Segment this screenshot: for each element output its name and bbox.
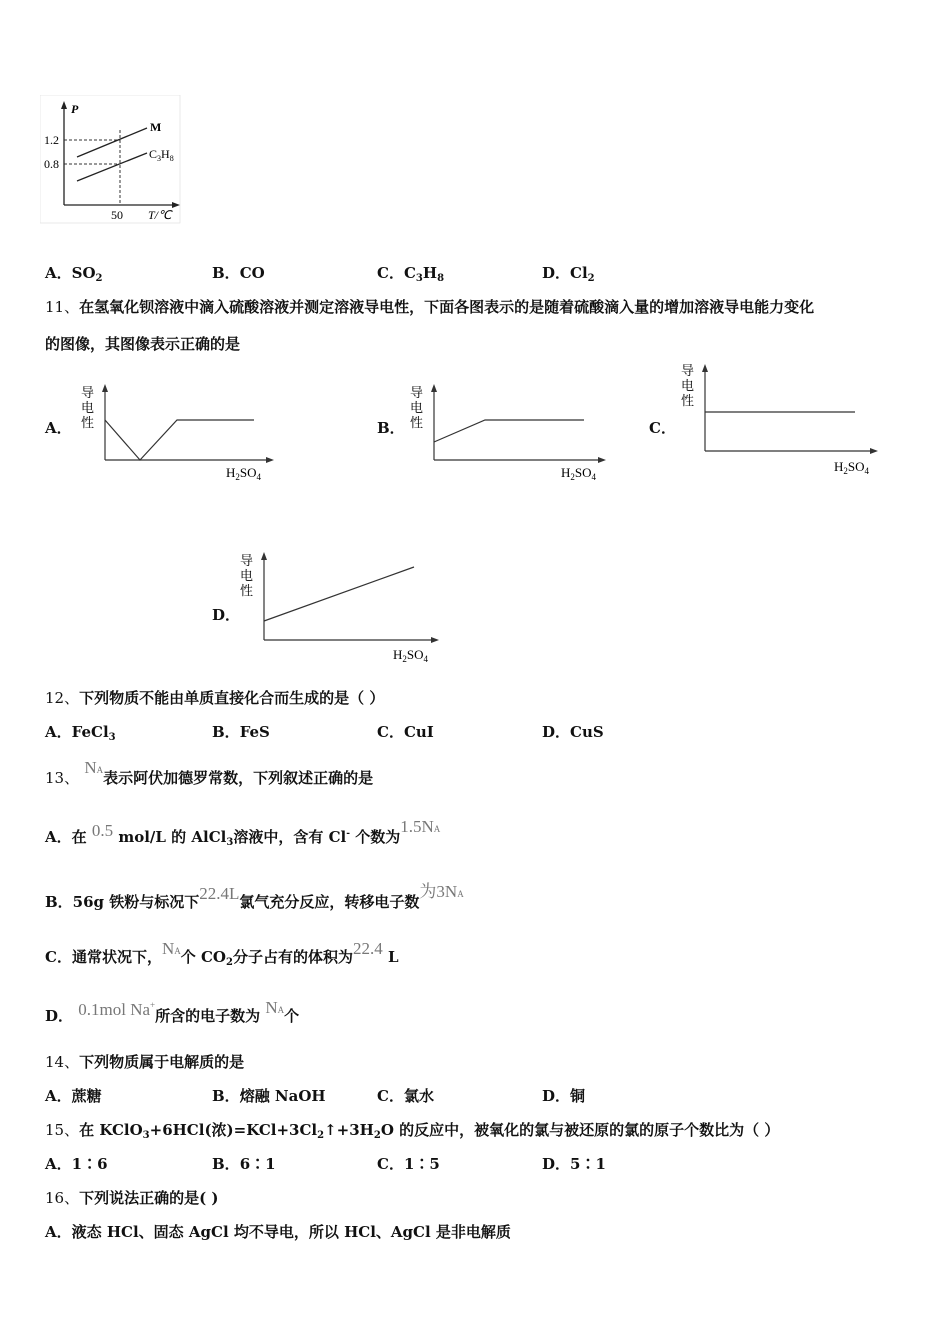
q12-option-a[interactable]: A．FeCl$_3$ [45, 723, 116, 743]
y-label-char-3: 性 [681, 393, 695, 408]
q13-option-b[interactable]: B．56g 铁粉与标况下22.4L氯气充分反应，转移电子数为3NA [45, 882, 464, 911]
q16-stem: 16、下列说法正确的是( ) [45, 1189, 219, 1207]
y-label-char-3: 性 [240, 583, 254, 598]
pressure-temperature-graph [40, 95, 190, 230]
q11-option-a[interactable]: A． [45, 419, 72, 437]
y-label-char-2: 电 [681, 378, 695, 393]
q10-option-a[interactable]: A．$SO_2$ [45, 264, 103, 284]
q10-option-c[interactable]: C．$C_3H_8$ [377, 264, 445, 284]
conductivity-graph-c [678, 358, 883, 483]
q13-option-a[interactable]: A．在 0.5 mol/L 的 AlCl$_3$溶液中，含有 Cl- 个数为1.5NA [45, 817, 441, 848]
q15-option-d[interactable]: D．5∶1 [542, 1155, 606, 1173]
y-label-char-1: 导 [240, 553, 254, 568]
q15-option-c[interactable]: C．1∶5 [377, 1155, 440, 1173]
y-axis-label: P [71, 102, 79, 116]
q10-option-b[interactable]: B．CO [212, 264, 265, 282]
x-label-h2so4: $H_2SO_4$ [226, 465, 262, 482]
q12-option-c[interactable]: C．CuI [377, 723, 434, 741]
q10-option-d[interactable]: D．$Cl_2$ [542, 264, 595, 284]
q14-option-d[interactable]: D．铜 [542, 1087, 586, 1105]
conductivity-graph-a [78, 380, 278, 485]
conductivity-graph-d [237, 548, 447, 670]
q15-option-a[interactable]: A．1∶6 [45, 1155, 108, 1173]
y-label-char-3: 性 [81, 415, 95, 430]
y-label-char-1: 导 [681, 363, 695, 378]
x-label-h2so4: $H_2SO_4$ [561, 465, 597, 482]
line-label-c3h8: $C_3H_8$ [149, 147, 174, 163]
q13-stem: 13、 NA表示阿伏加德罗常数，下列叙述正确的是 [45, 758, 374, 787]
q12-stem: 12、下列物质不能由单质直接化合而生成的是（ ） [45, 689, 385, 707]
q14-option-b[interactable]: B．熔融 NaOH [212, 1087, 326, 1105]
q11-stem-line2: 的图像，其图像表示正确的是 [45, 335, 241, 353]
q15-option-b[interactable]: B．6∶1 [212, 1155, 276, 1173]
q14-stem: 14、下列物质属于电解质的是 [45, 1053, 245, 1071]
q15-stem: 15、在 KClO$_3$+6HCl(浓)$=KCl+3Cl_2↑+3H_2O$ 的反应中，被氧化的氯与被还原的氯的原子个数比为（ ） [45, 1121, 780, 1141]
x-axis-label: T/℃ [148, 208, 172, 222]
y-label-char-1: 导 [410, 385, 424, 400]
q11-stem-line1: 11、在氢氧化钡溶液中滴入硫酸溶液并测定溶液导电性，下面各图表示的是随着硫酸滴入量的增加溶液导电能力变化 [45, 298, 815, 316]
y-label-char-2: 电 [410, 400, 424, 415]
x-label-h2so4: $H_2SO_4$ [393, 647, 429, 664]
line-label-m: M [150, 120, 162, 134]
q13-option-c[interactable]: C．通常状况下，NA个 $CO_2$分子占有的体积为22.4 L [45, 939, 399, 968]
x-tick-50: 50 [111, 208, 123, 222]
q12-option-b[interactable]: B．FeS [212, 723, 270, 741]
q11-option-b[interactable]: B． [377, 419, 405, 437]
q11-option-d[interactable]: D． [212, 606, 241, 624]
y-label-char-2: 电 [81, 400, 95, 415]
q11-option-c[interactable]: C． [649, 419, 676, 437]
q12-option-d[interactable]: D．CuS [542, 723, 604, 741]
y-label-char-1: 导 [81, 385, 95, 400]
conductivity-graph-b [407, 380, 612, 485]
q16-option-a[interactable]: A．液态 HCl、固态 AgCl 均不导电，所以 HCl、AgCl 是非电解质 [45, 1223, 511, 1241]
y-label-char-3: 性 [410, 415, 424, 430]
q13-option-d[interactable]: D． 0.1mol Na+所含的电子数为 NA个 [45, 998, 300, 1025]
y-tick-1-2: 1.2 [44, 133, 59, 147]
y-label-char-2: 电 [240, 568, 254, 583]
x-label-h2so4: $H_2SO_4$ [834, 459, 870, 476]
q14-option-c[interactable]: C．氯水 [377, 1087, 434, 1105]
y-tick-0-8: 0.8 [44, 157, 59, 171]
q14-option-a[interactable]: A．蔗糖 [45, 1087, 102, 1105]
